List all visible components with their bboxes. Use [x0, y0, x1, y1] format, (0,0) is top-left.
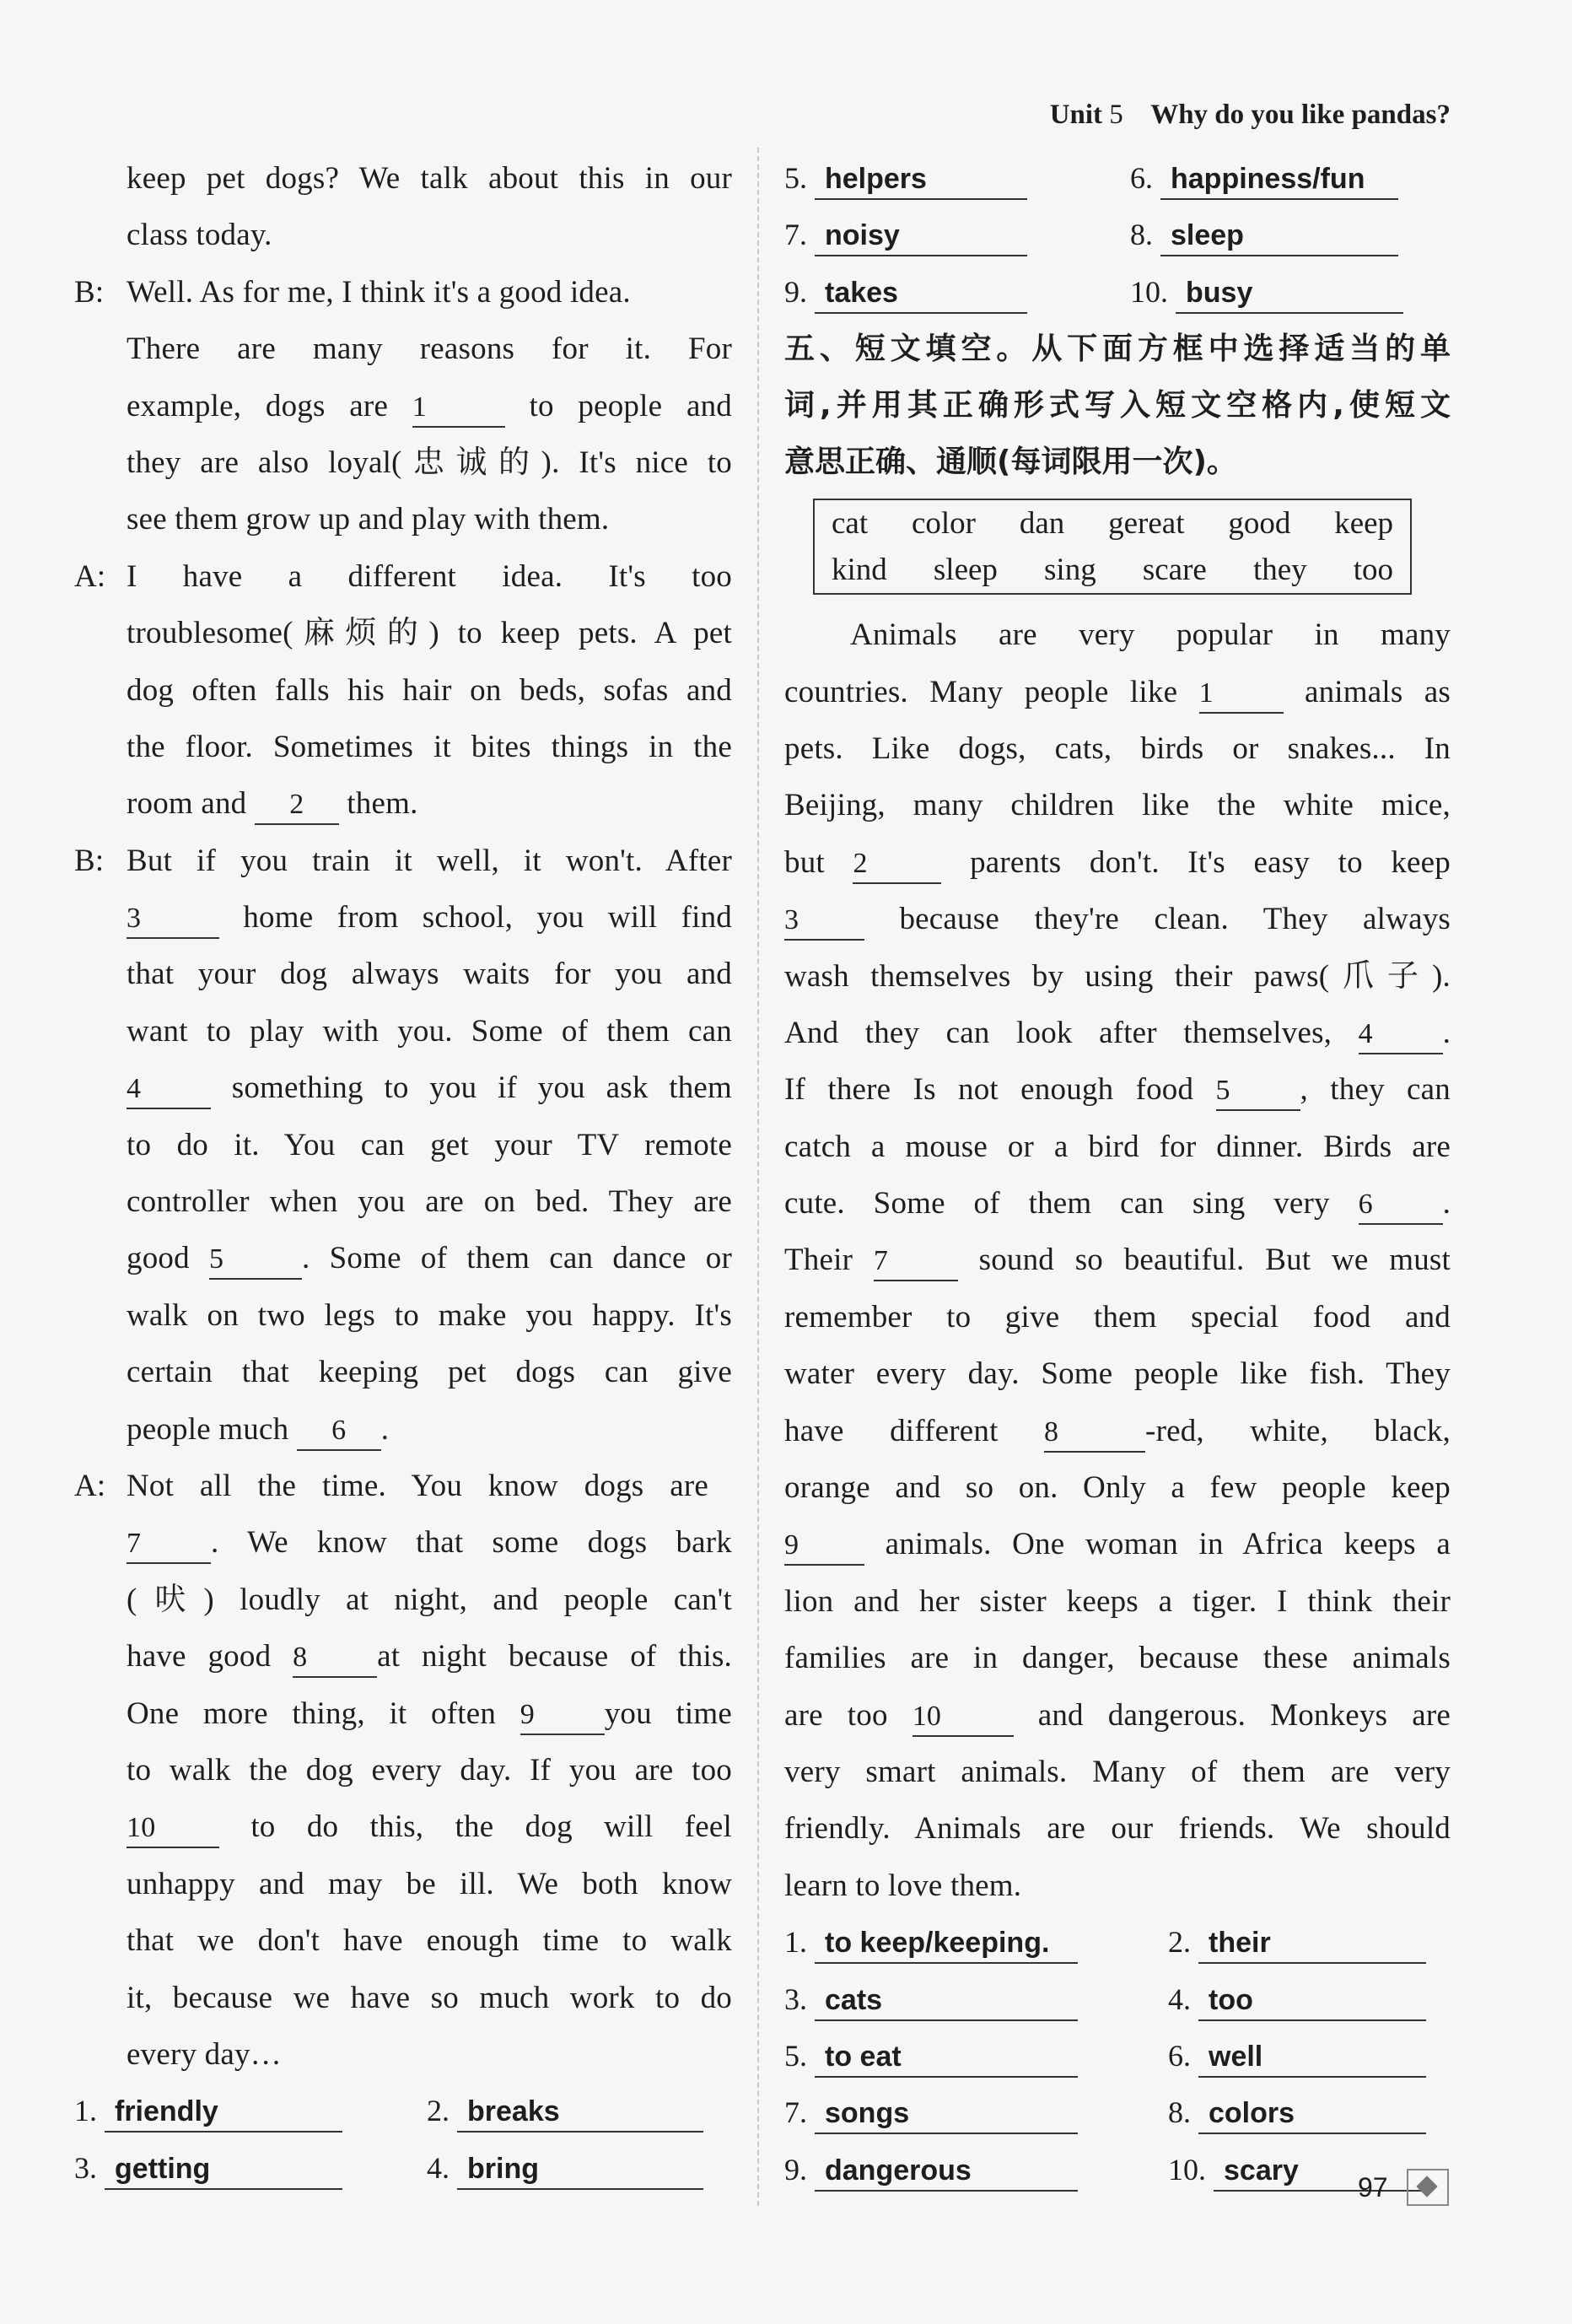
text-line: that your dog always waits for you and [127, 957, 732, 992]
text-line: Animals are very popular in many [850, 617, 1451, 653]
blank-10: 10 [127, 1809, 219, 1848]
text-line: 3 because they're clean. They always [784, 891, 1451, 947]
answer-item: 7. noisy [784, 207, 1027, 263]
text-line: room and 2 them. [74, 775, 732, 832]
answer-value: their [1198, 1923, 1426, 1964]
cloze-blank-6: 6 [1359, 1186, 1443, 1225]
text-line: want to play with you. Some of them can [127, 1013, 732, 1049]
answer-value: takes [815, 273, 1027, 314]
text-line: 4 something to you if you ask them [74, 1060, 732, 1116]
unit-label: Unit [1049, 100, 1103, 130]
answer-value: friendly [105, 2092, 342, 2133]
unit-title: Why do you like pandas? [1150, 100, 1451, 130]
page-header [995, 100, 1451, 131]
answer-row [784, 1971, 1451, 2028]
text-line: controller when you are on bed. They are [127, 1184, 732, 1220]
text-line: A: Not all the time. You know dogs are [74, 1458, 732, 1514]
text-line: example, dogs are 1 to people and [74, 378, 732, 434]
text-line: water every day. Some people like fish. They [784, 1356, 1451, 1392]
text-line: B: Well. As for me, I think it's a good idea. [74, 264, 732, 321]
answer-item: 3. cats [784, 1971, 1078, 2028]
page-number: 97 [1358, 2172, 1388, 2203]
text-line: walk on two legs to make you happy. It's [127, 1297, 732, 1333]
answer-row [784, 264, 1451, 321]
answer-value: well [1198, 2037, 1426, 2078]
text-line: troublesome(麻烦的) to keep pets. A pet [127, 616, 732, 651]
text-line: cute. Some of them can sing very 6 . [784, 1175, 1451, 1232]
text-line: it, because we have so much work to do [127, 1980, 732, 2015]
answer-value: to eat [815, 2037, 1078, 2078]
word-bank-word: too [1353, 553, 1394, 588]
answer-item: 1. friendly [74, 2083, 342, 2139]
answer-row [784, 2028, 1451, 2084]
blank-9: 9 [520, 1696, 605, 1735]
text-line: dog often falls his hair on beds, sofas and [127, 672, 732, 708]
answer-row [784, 150, 1451, 207]
answer-row [784, 207, 1451, 263]
cloze-column [784, 150, 1451, 2198]
answer-item: 9. dangerous [784, 2142, 1078, 2198]
answer-item: 10. scary [1168, 2142, 1426, 2198]
cloze-blank-1: 1 [1199, 675, 1284, 714]
answer-value: scary [1214, 2151, 1426, 2192]
text-line: that we don't have enough time to walk [127, 1923, 732, 1959]
column-divider [757, 148, 759, 2206]
answer-item: 7. songs [784, 2084, 1078, 2141]
text-line: 3 home from school, you will find [74, 889, 732, 946]
answer-item: 1. to keep/keeping. [784, 1914, 1078, 1971]
answer-value: getting [105, 2149, 342, 2190]
word-bank-word: sleep [933, 553, 998, 588]
text-line: to do it. You can get your TV remote [127, 1127, 732, 1162]
text-line: have different 8 -red, white, black, [784, 1403, 1451, 1459]
text-line: to walk the dog every day. If you are too [127, 1752, 732, 1787]
blank-2: 2 [255, 786, 339, 825]
word-bank-word: kind [832, 553, 887, 588]
text-line: have good 8 at night because of this. [74, 1628, 732, 1685]
diamond-icon [1407, 2169, 1449, 2206]
answer-row [74, 2140, 732, 2197]
word-bank-word: keep [1334, 506, 1394, 542]
word-bank-box [813, 499, 1412, 595]
word-bank-word: good [1228, 506, 1291, 542]
text-line: remember to give them special food and [784, 1299, 1451, 1335]
answer-row [74, 2083, 732, 2139]
text-line: orange and so on. Only a few people keep [784, 1470, 1451, 1506]
dialogue-column [74, 150, 732, 2197]
answer-item: 5. helpers [784, 150, 1027, 207]
answer-value: sleep [1160, 216, 1398, 256]
word-bank-row [832, 547, 1393, 593]
text-line: see them grow up and play with them. [127, 502, 610, 537]
text-line: the floor. Sometimes it bites things in the [127, 729, 732, 764]
section-instruction: 词,并用其正确形式写入短文空格内,使短文 [784, 388, 1451, 423]
text-line: keep pet dogs? We talk about this in our [127, 161, 732, 196]
blank-7: 7 [127, 1525, 211, 1564]
answer-item: 8. colors [1168, 2084, 1426, 2141]
answer-item: 8. sleep [1130, 207, 1398, 263]
answer-item: 3. getting [74, 2140, 342, 2197]
text-line: every day… [127, 2036, 282, 2072]
answer-row [784, 2142, 1451, 2198]
text-line: certain that keeping pet dogs can give [127, 1355, 732, 1390]
cloze-blank-10: 10 [913, 1698, 1014, 1737]
answer-value: dangerous [815, 2151, 1078, 2192]
text-line: learn to love them. [784, 1868, 1022, 1903]
text-line: There are many reasons for it. For [127, 332, 732, 367]
answer-item: 6. happiness/fun [1130, 150, 1398, 207]
speaker-label: B: [74, 274, 105, 310]
text-line: Their 7 sound so beautiful. But we must [784, 1232, 1451, 1288]
blank-4: 4 [127, 1070, 211, 1109]
text-line: 7 . We know that some dogs bark [74, 1514, 732, 1571]
speaker-label: A: [74, 558, 106, 594]
blank-8: 8 [293, 1639, 377, 1678]
text-line: (吠) loudly at night, and people can't [127, 1582, 732, 1617]
answer-item: 2. breaks [427, 2083, 703, 2139]
cloze-blank-9: 9 [784, 1527, 864, 1566]
answer-value: colors [1198, 2094, 1426, 2134]
cloze-blank-7: 7 [874, 1243, 958, 1281]
text-line: wash themselves by using their paws(爪子). [784, 958, 1451, 994]
answer-value: helpers [815, 159, 1027, 200]
answer-item: 2. their [1168, 1914, 1426, 1971]
answer-item: 10. busy [1130, 264, 1403, 321]
text-line: lion and her sister keeps a tiger. I think their [784, 1583, 1451, 1619]
answer-value: busy [1176, 273, 1403, 314]
text-line: are too 10 and dangerous. Monkeys are [784, 1687, 1451, 1744]
text-line: If there Is not enough food 5 , they can [784, 1061, 1451, 1118]
section-instruction: 五、短文填空。从下面方框中选择适当的单 [784, 332, 1451, 367]
answer-value: noisy [815, 216, 1027, 256]
blank-3: 3 [127, 900, 219, 939]
unit-number: 5 [1109, 100, 1123, 130]
text-line: catch a mouse or a bird for dinner. Birds are [784, 1129, 1451, 1164]
answer-item: 4. too [1168, 1971, 1426, 2028]
answer-item: 9. takes [784, 264, 1027, 321]
blank-5: 5 [209, 1241, 302, 1280]
word-bank-word: cat [832, 506, 869, 542]
answer-value: to keep/keeping. [815, 1923, 1078, 1964]
speaker-label: A: [74, 1468, 106, 1503]
text-line: 9 animals. One woman in Africa keeps a [784, 1516, 1451, 1572]
text-line: countries. Many people like 1 animals as [784, 664, 1451, 720]
text-line: friendly. Animals are our friends. We should [784, 1811, 1451, 1847]
answer-value: bring [457, 2149, 703, 2190]
answer-value: cats [815, 1981, 1078, 2021]
answer-item: 6. well [1168, 2028, 1426, 2084]
word-bank-word: sing [1044, 553, 1096, 588]
answer-value: songs [815, 2094, 1078, 2134]
blank-1: 1 [412, 389, 505, 428]
text-line: One more thing, it often 9 you time [74, 1685, 732, 1742]
speaker-label: B: [74, 843, 105, 878]
section-instruction: 意思正确、通顺(每词限用一次)。 [784, 445, 1237, 480]
text-line: pets. Like dogs, cats, birds or snakes... In [784, 731, 1451, 766]
word-bank-word: gereat [1108, 506, 1185, 542]
text-line: And they can look after themselves, 4 . [784, 1005, 1451, 1061]
text-line: Beijing, many children like the white mice, [784, 788, 1451, 823]
text-line: B: But if you train it well, it won't. After [74, 833, 732, 889]
text-line: but 2 parents don't. It's easy to keep [784, 834, 1451, 891]
answer-value: breaks [457, 2092, 703, 2133]
text-line: unhappy and may be ill. We both know [127, 1866, 732, 1901]
answer-value: too [1198, 1981, 1426, 2021]
cloze-blank-3: 3 [784, 902, 864, 941]
answer-item: 4. bring [427, 2140, 703, 2197]
answer-value: happiness/fun [1160, 159, 1398, 200]
cloze-blank-2: 2 [853, 845, 941, 884]
answer-row [784, 1914, 1451, 1971]
text-line: families are in danger, because these animals [784, 1641, 1451, 1676]
text-line: people much 6 . [74, 1401, 732, 1458]
cloze-blank-4: 4 [1359, 1016, 1443, 1054]
cloze-blank-5: 5 [1216, 1072, 1300, 1111]
answer-row [784, 2084, 1451, 2141]
text-line: 10 to do this, the dog will feel [74, 1798, 732, 1855]
text-line: A: I have a different idea. It's too [74, 548, 732, 605]
blank-6: 6 [297, 1412, 381, 1451]
cloze-blank-8: 8 [1044, 1414, 1145, 1453]
word-bank-row [832, 500, 1393, 547]
word-bank-word: dan [1019, 506, 1065, 542]
text-line: very smart animals. Many of them are very [784, 1754, 1451, 1789]
text-line: good 5 . Some of them can dance or [74, 1230, 732, 1286]
text-line: they are also loyal(忠诚的). It's nice to [127, 445, 732, 480]
word-bank-word: they [1252, 553, 1307, 588]
word-bank-word: color [911, 506, 976, 542]
answer-item: 5. to eat [784, 2028, 1078, 2084]
text-line: class today. [127, 218, 272, 253]
word-bank-word: scare [1142, 553, 1207, 588]
